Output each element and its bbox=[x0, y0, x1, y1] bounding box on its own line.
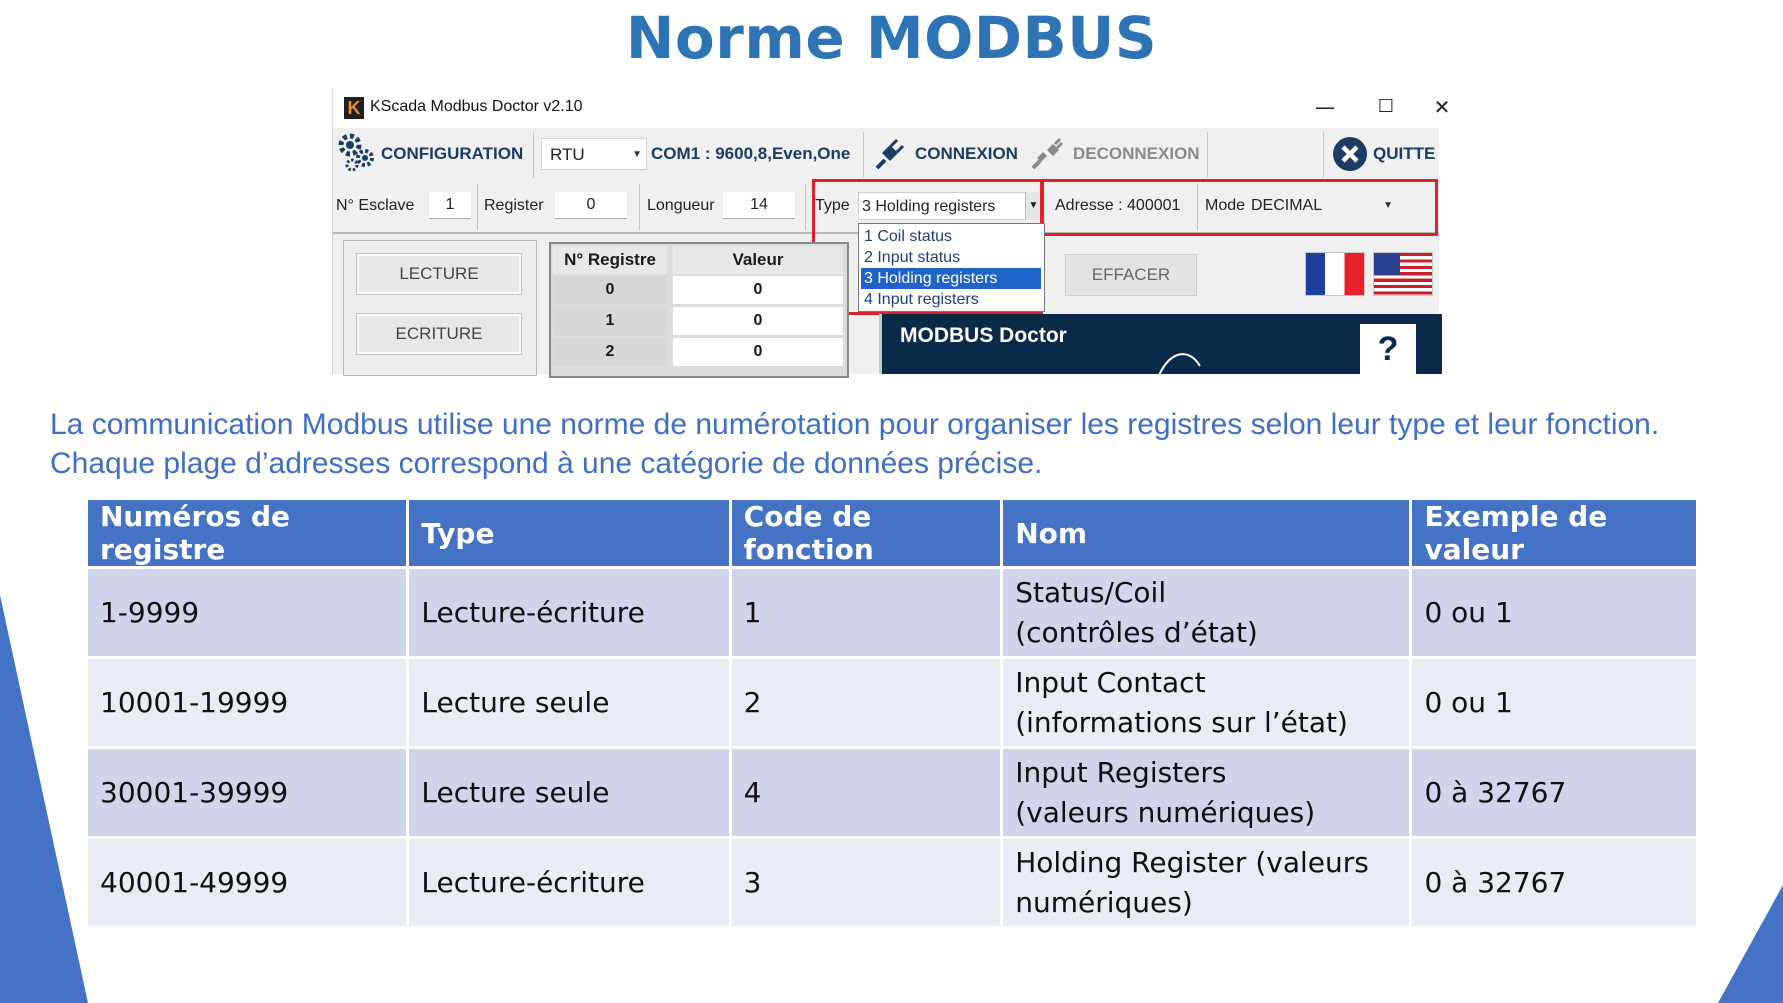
register-value[interactable]: 0 bbox=[673, 276, 843, 304]
app-logo-icon: K bbox=[344, 97, 364, 119]
effacer-button[interactable]: EFFACER bbox=[1065, 254, 1197, 296]
protocol-value: RTU bbox=[550, 145, 585, 164]
deconnexion-button[interactable] bbox=[1029, 136, 1229, 172]
param-divider bbox=[477, 184, 478, 230]
column-header: Numéros de registre bbox=[87, 499, 408, 568]
register-range: 30001-39999 bbox=[87, 748, 408, 838]
mode-label: Mode bbox=[1205, 197, 1246, 214]
quitte-label: QUITTE bbox=[1373, 144, 1436, 163]
access-type: Lecture seule bbox=[408, 748, 730, 838]
access-type: Lecture-écriture bbox=[408, 838, 730, 928]
name-line: Holding Register (valeurs bbox=[1015, 845, 1369, 879]
toolbar-divider bbox=[533, 132, 534, 178]
esclave-field[interactable]: 1 bbox=[429, 192, 471, 219]
decorative-triangle-left bbox=[0, 595, 88, 1003]
value-example: 0 ou 1 bbox=[1411, 658, 1698, 748]
close-circle-icon bbox=[1331, 135, 1369, 173]
value-example: 0 à 32767 bbox=[1411, 838, 1698, 928]
ecriture-button[interactable]: ECRITURE bbox=[356, 313, 522, 355]
chevron-down-icon: ▼ bbox=[1383, 200, 1393, 211]
window-title: KScada Modbus Doctor v2.10 bbox=[370, 98, 583, 115]
register-value[interactable]: 0 bbox=[673, 307, 843, 335]
description-line: La communication Modbus utilise une norme de numérotation pour organiser les registres selon leur type et leur fonction. bbox=[50, 408, 1660, 441]
function-code: 4 bbox=[730, 748, 1002, 838]
plug-icon bbox=[871, 136, 907, 172]
param-divider bbox=[805, 184, 806, 230]
type-dropdown-arrow-icon[interactable]: ▼ bbox=[1025, 192, 1041, 220]
register-number: 1 bbox=[553, 307, 667, 335]
dropdown-item-coil-status[interactable]: 1 Coil status bbox=[864, 228, 953, 245]
quitte-button[interactable] bbox=[1331, 136, 1441, 172]
deconnexion-label: DECONNEXION bbox=[1073, 144, 1200, 163]
register-value[interactable]: 0 bbox=[673, 338, 843, 366]
longueur-field[interactable]: 14 bbox=[723, 192, 795, 219]
register-number: 2 bbox=[553, 338, 667, 366]
function-code: 2 bbox=[730, 658, 1002, 748]
mode-value: DECIMAL bbox=[1251, 197, 1323, 214]
toolbar-divider bbox=[1323, 132, 1324, 178]
unplug-icon bbox=[1029, 136, 1065, 172]
register-field[interactable]: 0 bbox=[555, 192, 627, 219]
name-line: (valeurs numériques) bbox=[1015, 795, 1316, 829]
column-header: Code de fonction bbox=[730, 499, 1002, 568]
table-header-row bbox=[87, 499, 1698, 568]
access-type: Lecture-écriture bbox=[408, 568, 730, 658]
column-header: Nom bbox=[1002, 499, 1411, 568]
register-number: 0 bbox=[553, 276, 667, 304]
adresse-label: Adresse : 400001 bbox=[1055, 197, 1181, 214]
dropdown-item-holding-registers[interactable]: 3 Holding registers bbox=[861, 268, 1041, 289]
lecture-button[interactable]: LECTURE bbox=[356, 253, 522, 295]
name-line: Status/Coil bbox=[1015, 575, 1167, 609]
toolbar-divider bbox=[1207, 132, 1208, 178]
us-flag-icon[interactable] bbox=[1373, 252, 1433, 296]
description-text bbox=[50, 405, 1780, 483]
register-range: 10001-19999 bbox=[87, 658, 408, 748]
table-row bbox=[87, 748, 1698, 838]
name-line: Input Registers bbox=[1015, 755, 1227, 789]
decorative-triangle-right bbox=[1718, 885, 1783, 1003]
register-name bbox=[1002, 748, 1411, 838]
connexion-button[interactable] bbox=[871, 136, 1051, 172]
register-table bbox=[549, 242, 849, 378]
french-flag-icon[interactable] bbox=[1305, 252, 1365, 296]
close-icon[interactable]: ✕ bbox=[1433, 95, 1451, 119]
register-name bbox=[1002, 658, 1411, 748]
protocol-select[interactable] bbox=[541, 138, 647, 170]
modbus-register-table bbox=[85, 497, 1699, 929]
register-table-header: Valeur bbox=[673, 246, 843, 274]
value-example: 0 à 32767 bbox=[1411, 748, 1698, 838]
modbus-doctor-window bbox=[332, 88, 1451, 374]
toolbar-divider bbox=[863, 132, 864, 178]
description-line: Chaque plage d’adresses correspond à une catégorie de données précise. bbox=[50, 447, 1043, 480]
cable-icon bbox=[1154, 340, 1234, 380]
register-name bbox=[1002, 568, 1411, 658]
name-line: (informations sur l’état) bbox=[1015, 705, 1348, 739]
register-range: 1-9999 bbox=[87, 568, 408, 658]
modbus-doctor-panel bbox=[879, 314, 1442, 374]
type-dropdown-list bbox=[858, 223, 1045, 312]
function-code: 1 bbox=[730, 568, 1002, 658]
dropdown-item-input-registers[interactable]: 4 Input registers bbox=[864, 291, 979, 308]
access-type: Lecture seule bbox=[408, 658, 730, 748]
help-button[interactable]: ? bbox=[1360, 324, 1416, 374]
connexion-label: CONNEXION bbox=[915, 144, 1018, 163]
register-name bbox=[1002, 838, 1411, 928]
com-settings: COM1 : 9600,8,Even,One bbox=[651, 144, 851, 163]
toolbar bbox=[333, 128, 1439, 181]
action-panel bbox=[343, 240, 537, 376]
title-bar bbox=[333, 88, 1451, 128]
configuration-label: CONFIGURATION bbox=[381, 144, 524, 163]
function-code: 3 bbox=[730, 838, 1002, 928]
column-header: Exemple de valeur bbox=[1411, 499, 1698, 568]
highlight-address-box bbox=[1041, 179, 1438, 236]
longueur-label: Longueur bbox=[647, 197, 715, 214]
table-row bbox=[87, 568, 1698, 658]
dropdown-item-input-status[interactable]: 2 Input status bbox=[864, 249, 961, 266]
maximize-icon[interactable]: ☐ bbox=[1377, 96, 1395, 117]
register-range: 40001-49999 bbox=[87, 838, 408, 928]
value-example: 0 ou 1 bbox=[1411, 568, 1698, 658]
name-line: (contrôles d’état) bbox=[1015, 615, 1258, 649]
slide-title: Norme MODBUS bbox=[625, 4, 1158, 72]
table-row bbox=[87, 838, 1698, 928]
modbus-panel-title: MODBUS Doctor bbox=[900, 324, 1067, 347]
register-table-header: N° Registre bbox=[553, 246, 667, 274]
esclave-label: N° Esclave bbox=[336, 197, 415, 214]
register-label: Register bbox=[484, 197, 544, 214]
chevron-down-icon: ▼ bbox=[632, 149, 642, 160]
type-value: 3 Holding registers bbox=[862, 198, 996, 215]
table-row bbox=[87, 658, 1698, 748]
minimize-icon[interactable]: — bbox=[1315, 95, 1335, 119]
type-label: Type bbox=[815, 197, 850, 214]
name-line: numériques) bbox=[1015, 885, 1193, 919]
name-line: Input Contact bbox=[1015, 665, 1206, 699]
gear-icon bbox=[337, 132, 377, 174]
column-header: Type bbox=[408, 499, 730, 568]
param-divider bbox=[639, 184, 640, 230]
